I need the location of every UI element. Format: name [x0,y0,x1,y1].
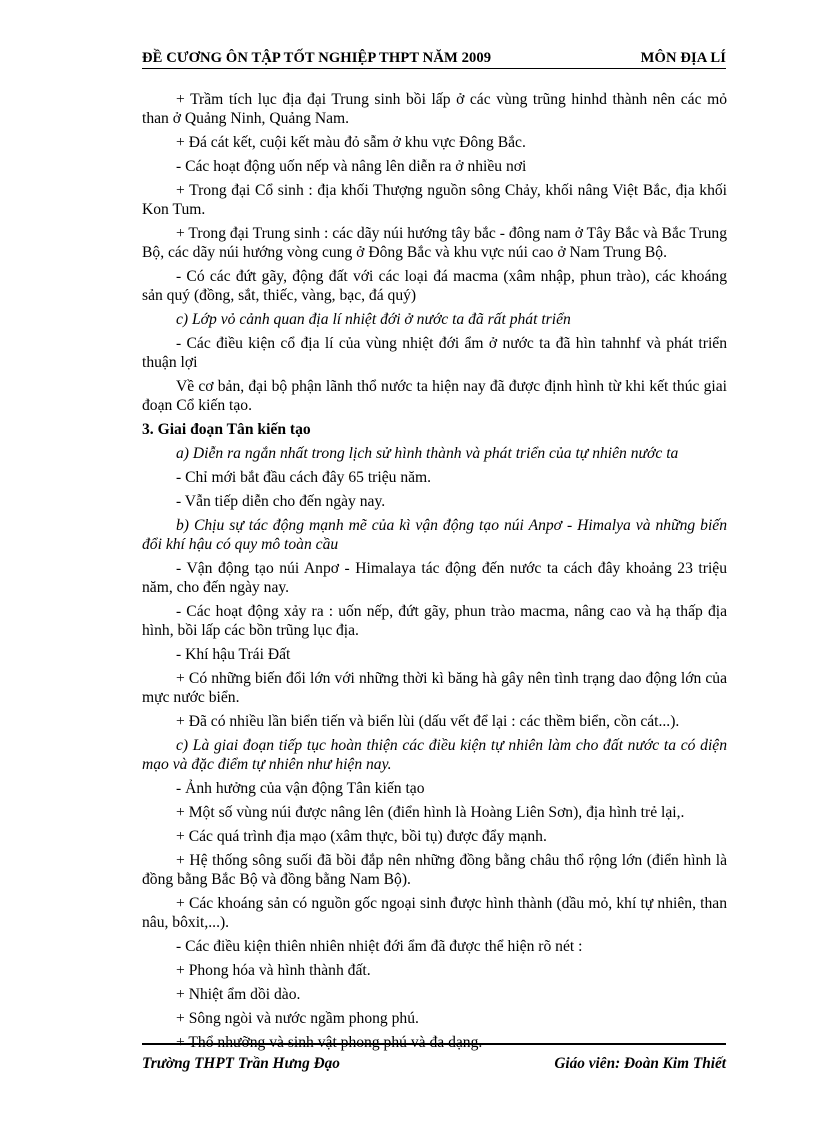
body-paragraph: + Trong đại Trung sinh : các dãy núi hướng tây bắc - đông nam ở Tây Bắc và Bắc Trung Bộ, các dãy núi hướng vòng cung ở Đông Bắc và khu vực núi cao ở Nam Trung Bộ. [142,225,727,261]
body-paragraph: + Hệ thống sông suối đã bồi đắp nên những đồng bằng châu thổ rộng lớn (điển hình là đồng bằng Bắc Bộ và đồng bằng Nam Bộ). [142,852,727,888]
body-paragraph: - Các hoạt động xảy ra : uốn nếp, đứt gãy, phun trào macma, nâng cao và hạ thấp địa hình, bồi lấp các bồn trũng lục địa. [142,603,727,639]
body-paragraph: + Trầm tích lục địa đại Trung sinh bồi lấp ở các vùng trũng hinhd thành nên các mỏ than ở Quảng Ninh, Quảng Nam. [142,91,727,127]
section-heading: 3. Giai đoạn Tân kiến tạo [142,421,311,438]
body-paragraph: + Nhiệt ẩm dồi dào. [176,986,301,1003]
subheading-paragraph: c) Lớp vỏ cảnh quan địa lí nhiệt đới ở nước ta đã rất phát triển [176,311,571,328]
subheading-paragraph: c) Là giai đoạn tiếp tục hoàn thiện các điều kiện tự nhiên làm cho đất nước ta có diện mạo và đặc điểm tự nhiên như hiện nay. [142,737,727,773]
body-paragraph: + Đã có nhiều lần biển tiến và biển lùi (dấu vết để lại : các thềm biển, cồn cát...). [176,713,680,730]
body-paragraph: + Thổ nhưỡng và sinh vật phong phú và đa dạng. [176,1034,483,1051]
document-body [142,90,727,1057]
body-paragraph: - Khí hậu Trái Đất [176,646,291,663]
body-paragraph: + Các khoáng sản có nguồn gốc ngoại sinh được hình thành (dầu mỏ, khí tự nhiên, than nâu, bôxit,...). [142,895,727,931]
body-paragraph: - Có các đứt gãy, động đất với các loại đá macma (xâm nhập, phun trào), các khoáng sản quý (đồng, sắt, thiếc, vàng, bạc, đá quý) [142,268,727,304]
body-paragraph: Về cơ bản, đại bộ phận lãnh thổ nước ta hiện nay đã được định hình từ khi kết thúc giai đoạn Cổ kiến tạo. [142,378,727,414]
body-paragraph: - Các hoạt động uốn nếp và nâng lên diễn ra ở nhiều nơi [176,158,527,175]
header-title: ĐỀ CƯƠNG ÔN TẬP TỐT NGHIỆP THPT NĂM 2009 [142,50,492,66]
footer-school: Trường THPT Trần Hưng Đạo [142,1055,340,1072]
body-paragraph: + Trong đại Cổ sinh : địa khối Thượng nguồn sông Chảy, khối nâng Việt Bắc, địa khối Kon Tum. [142,182,727,218]
body-paragraph: - Vẫn tiếp diễn cho đến ngày nay. [176,493,386,510]
body-paragraph: - Ảnh hưởng của vận động Tân kiến tạo [176,780,425,797]
footer-teacher: Giáo viên: Đoàn Kim Thiết [554,1055,726,1072]
footer-divider [142,1043,726,1045]
page-footer [142,1055,726,1075]
page-header [142,46,726,69]
subheading-paragraph: a) Diễn ra ngắn nhất trong lịch sử hình thành và phát triển của tự nhiên nước ta [176,445,679,462]
body-paragraph: - Vận động tạo núi Anpơ - Himalaya tác động đến nước ta cách đây khoảng 23 triệu năm, cho đến ngày nay. [142,560,727,596]
body-paragraph: + Sông ngòi và nước ngầm phong phú. [176,1010,419,1027]
subheading-paragraph: b) Chịu sự tác động mạnh mẽ của kì vận động tạo núi Anpơ - Himalya và những biến đổi khí hậu có quy mô toàn cầu [142,517,727,553]
body-paragraph: - Các điều kiện cổ địa lí của vùng nhiệt đới ẩm ở nước ta đã hìn tahnhf và phát triển thuận lợi [142,335,727,371]
body-paragraph: + Phong hóa và hình thành đất. [176,962,371,979]
body-paragraph: + Các quá trình địa mạo (xâm thực, bồi tụ) được đẩy mạnh. [176,828,547,845]
body-paragraph: - Các điều kiện thiên nhiên nhiệt đới ẩm đã được thể hiện rõ nét : [176,938,583,955]
body-paragraph: + Có những biến đổi lớn với những thời kì băng hà gây nên tình trạng dao động lớn của mực nước biển. [142,670,727,706]
header-subject: MÔN ĐỊA LÍ [640,50,726,66]
body-paragraph: + Một số vùng núi được nâng lên (điển hình là Hoàng Liên Sơn), địa hình trẻ lại,. [176,804,685,821]
body-paragraph: + Đá cát kết, cuội kết màu đỏ sẫm ở khu vực Đông Bắc. [176,134,526,151]
body-paragraph: - Chỉ mới bắt đầu cách đây 65 triệu năm. [176,469,432,486]
